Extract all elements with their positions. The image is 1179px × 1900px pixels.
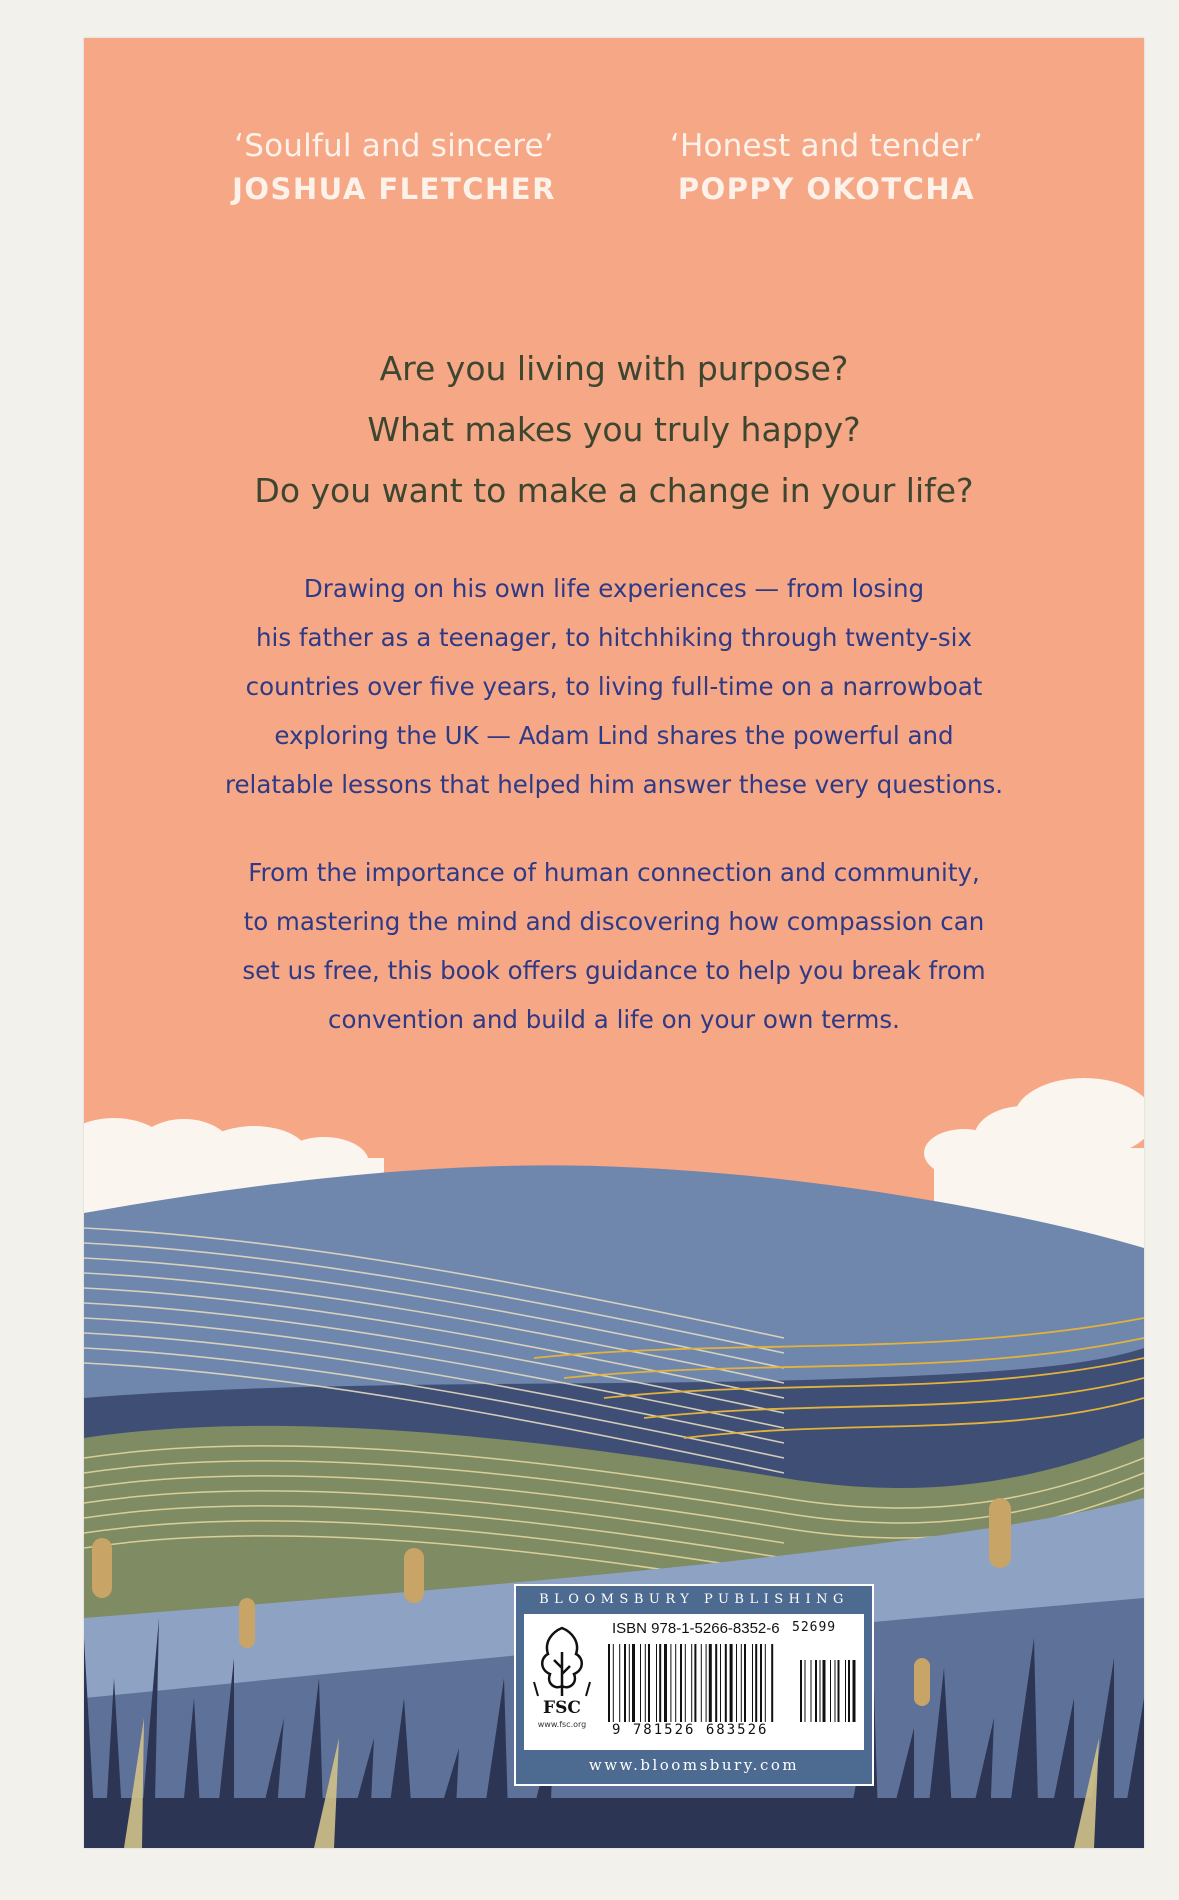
barcode-bar <box>691 1644 692 1722</box>
addon-barcode-bar <box>845 1660 846 1722</box>
blurb-line: to mastering the mind and discovering how compassion can <box>243 907 985 936</box>
quote-text: ‘Honest and tender’ <box>669 128 984 164</box>
barcode-bar <box>645 1644 646 1722</box>
barcode-bar <box>771 1644 773 1722</box>
barcode-bar <box>624 1644 626 1722</box>
barcode-bar <box>741 1644 742 1722</box>
barcode-bar <box>629 1644 630 1722</box>
addon-barcode-bar <box>835 1660 836 1722</box>
quote-author: POPPY OKOTCHA <box>677 172 976 206</box>
barcode-bar <box>706 1644 707 1722</box>
quote-text: ‘Soulful and sincere’ <box>234 128 554 164</box>
barcode-bar <box>685 1644 686 1722</box>
addon-barcode-bar <box>853 1660 856 1722</box>
fsc-label: FSC <box>543 1698 581 1718</box>
barcode-bar <box>725 1644 727 1722</box>
blurb-line: relatable lessons that helped him answer these very questions. <box>224 770 1004 799</box>
book-back-cover <box>84 38 1144 1848</box>
barcode-bar <box>694 1644 696 1722</box>
publisher-website: www.bloomsbury.com <box>588 1756 800 1774</box>
barcode-icon <box>608 1644 858 1722</box>
barcode-bar <box>744 1644 746 1722</box>
barcode-bar <box>648 1644 650 1722</box>
barcode-bar <box>701 1644 702 1722</box>
barcode-bar <box>730 1644 733 1722</box>
barcode-bar <box>608 1644 610 1722</box>
barcode-bar <box>632 1644 635 1722</box>
addon-barcode-bar <box>800 1660 802 1722</box>
question-block <box>84 338 1144 521</box>
quote-author: JOSHUA FLETCHER <box>232 172 556 206</box>
blurb-paragraph-2 <box>164 848 1064 1044</box>
barcode-digits: 9 781526 683526 <box>612 1722 769 1738</box>
barcode-white-panel <box>524 1614 864 1750</box>
addon-barcode-bar <box>805 1660 806 1722</box>
barcode-bar <box>664 1644 667 1722</box>
addon-barcode-bar <box>820 1660 821 1722</box>
addon-barcode-bar <box>811 1660 812 1722</box>
question-line: What makes you truly happy? <box>367 410 861 449</box>
price-addon-digits: 52699 <box>792 1620 837 1635</box>
barcode-bar <box>659 1644 661 1722</box>
question-line: Are you living with purpose? <box>379 349 849 388</box>
blurb-line: set us free, this book offers guidance to help you break from <box>242 956 986 985</box>
publisher-name: BLOOMSBURY PUBLISHING <box>539 1592 849 1607</box>
addon-barcode-bar <box>848 1660 850 1722</box>
addon-barcode-bar <box>838 1660 840 1722</box>
barcode-bar <box>736 1644 737 1722</box>
addon-barcode-bar <box>830 1660 831 1722</box>
addon-barcode-bar <box>815 1660 817 1722</box>
barcode-bar <box>720 1644 721 1722</box>
blurb-line: convention and build a life on your own terms. <box>328 1005 900 1034</box>
review-quote-1 <box>204 128 584 206</box>
barcode-bar <box>619 1644 620 1722</box>
barcode-bar <box>752 1644 753 1722</box>
barcode-bar <box>680 1644 682 1722</box>
barcode-bar <box>675 1644 676 1722</box>
barcode-bar <box>640 1644 641 1722</box>
barcode-bar <box>656 1644 657 1722</box>
addon-barcode-bar <box>823 1660 826 1722</box>
barcode-bar <box>613 1644 614 1722</box>
barcode-bar <box>715 1644 717 1722</box>
barcode-bar <box>755 1644 757 1722</box>
fsc-website: www.fsc.org <box>537 1720 587 1729</box>
barcode-bar <box>670 1644 671 1722</box>
blurb-line: exploring the UK — Adam Lind shares the powerful and <box>274 721 954 750</box>
barcode-bar <box>765 1644 766 1722</box>
barcode-bar <box>709 1644 712 1722</box>
barcode-panel <box>514 1584 874 1786</box>
blurb-paragraph-1 <box>164 564 1064 809</box>
blurb-line: his father as a teenager, to hitchhiking through twenty-six <box>256 623 972 652</box>
blurb-line: From the importance of human connection and community, <box>248 858 980 887</box>
isbn-number: ISBN 978-1-5266-8352-6 <box>612 1620 780 1637</box>
question-line: Do you want to make a change in your life? <box>254 471 974 510</box>
barcode-bar <box>760 1644 762 1722</box>
blurb-line: Drawing on his own life experiences — from losing <box>303 574 925 603</box>
blurb-line: countries over five years, to living full-time on a narrowboat <box>245 672 983 701</box>
review-quote-2 <box>629 128 1024 206</box>
